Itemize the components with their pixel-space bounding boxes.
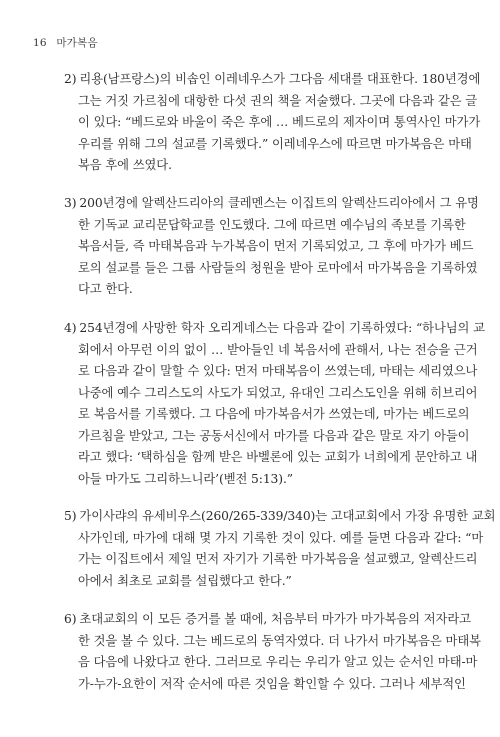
paragraph-line: 아에서 최초로 교회를 설립했다고 한다.” bbox=[78, 573, 292, 588]
paragraph-line: 한 기독교 교리문답학교를 인도했다. 그에 따르면 예수님의 족보를 기록한 bbox=[78, 217, 466, 232]
paragraph-line: 회에서 아무런 이의 없이 … 받아들인 네 복음서에 관해서, 나는 전승을 근거 bbox=[78, 342, 478, 357]
paragraph-line: 이 있다: “베드로와 바울이 죽은 후에 … 베드로의 제자이며 통역사인 마가가 bbox=[78, 115, 481, 129]
paragraph-line: 한 것을 볼 수 있다. 그는 베드로의 동역자였다. 더 나가서 마가복음은 마태복 bbox=[78, 633, 481, 648]
paragraph-line: 복음 후에 쓰였다. bbox=[78, 158, 172, 172]
paragraph-line: 6) 초대교회의 이 모든 증거를 볼 때에, 처음부터 마가가 마가복음의 저자라고 bbox=[64, 612, 471, 626]
paragraph-line: 나중에 예수 그리스도의 사도가 되었고, 유대인 그리스도인을 위해 히브리어 bbox=[78, 385, 478, 400]
paragraph-line: 그는 거짓 가르침에 대항한 다섯 권의 책을 저술했다. 그곳에 다음과 같은 글 bbox=[78, 93, 478, 108]
paragraph-line: 음 다음에 나왔다고 한다. 그러므로 우리는 우리가 알고 있는 순서인 마태-마 bbox=[78, 655, 478, 669]
paragraph-line: 라고 했다: ‘택하심을 함께 받은 바벨론에 있는 교회가 너희에게 문안하고 내 bbox=[78, 450, 478, 464]
paragraph-line: 가는 이집트에서 제일 먼저 자기가 기록한 마가복음을 설교했고, 알렉산드리 bbox=[78, 552, 478, 566]
paragraph-number: 6) bbox=[64, 612, 77, 626]
page-number: 16 bbox=[33, 37, 47, 49]
paragraph-line: 로 복음서를 기록했다. 그 다음에 마가복음서가 쓰였는데, 마가는 베드로의 bbox=[78, 407, 470, 421]
running-title: 마가복음 bbox=[56, 37, 98, 49]
paragraph-line: 복음서들, 즉 마태복음과 누가복음이 먼저 기록되었고, 그 후에 마가가 베드 bbox=[78, 239, 474, 253]
paragraph-line: 우리를 위해 그의 설교를 기록했다.” 이레네우스에 따르면 마가복음은 마태 bbox=[78, 136, 472, 151]
paragraph-line: 가르침을 받았고, 그는 공동서신에서 마가를 다음과 같은 말로 자기 아들이 bbox=[78, 428, 470, 443]
paragraph-line: 4) 254년경에 사망한 학자 오리게네스는 다음과 같이 기록하였다: “하나님의 교 bbox=[64, 321, 485, 335]
paragraph-line: 가-누가-요한이 저작 순서에 따른 것임을 확인할 수 있다. 그러나 세부적인 bbox=[78, 676, 466, 691]
numbered-paragraph-4 bbox=[64, 318, 485, 490]
numbered-paragraph-5 bbox=[64, 506, 496, 592]
paragraph-number: 2) bbox=[64, 72, 77, 86]
paragraph-line: 3) 200년경에 알렉산드리아의 클레멘스는 이집트의 알렉산드리아에서 그 유명 bbox=[64, 196, 479, 210]
paragraph-line: 5) 가이사랴의 유세비우스(260/265-339/340)는 고대교회에서 가장 유명한 교회 bbox=[64, 509, 496, 523]
paragraph-number: 4) bbox=[64, 321, 77, 335]
running-header bbox=[33, 35, 98, 50]
paragraph-line: 아들 마가도 그리하느니라’(벧전 5:13).” bbox=[78, 471, 293, 486]
paragraph-line: 로 다음과 같이 말할 수 있다: 먼저 마태복음이 쓰였는데, 마태는 세리였으나 bbox=[78, 364, 478, 378]
numbered-paragraph-6 bbox=[64, 609, 481, 695]
paragraph-line: 다고 한다. bbox=[78, 282, 133, 296]
paragraph-number: 5) bbox=[64, 509, 77, 523]
paragraph-line: 사가인데, 마가에 대해 몇 가지 기록한 것이 있다. 예를 들면 다음과 같다: “마 bbox=[78, 530, 484, 545]
numbered-paragraph-3 bbox=[64, 193, 479, 301]
paragraph-number: 3) bbox=[64, 196, 77, 210]
numbered-paragraph-2 bbox=[64, 69, 481, 177]
paragraph-line: 2) 리용(남프랑스)의 비솝인 이레네우스가 그다음 세대를 대표한다. 180년경에 bbox=[64, 72, 481, 86]
paragraph-line: 로의 설교를 들은 그룹 사람들의 청원을 받아 로마에서 마가복음을 기록하였 bbox=[78, 260, 478, 275]
